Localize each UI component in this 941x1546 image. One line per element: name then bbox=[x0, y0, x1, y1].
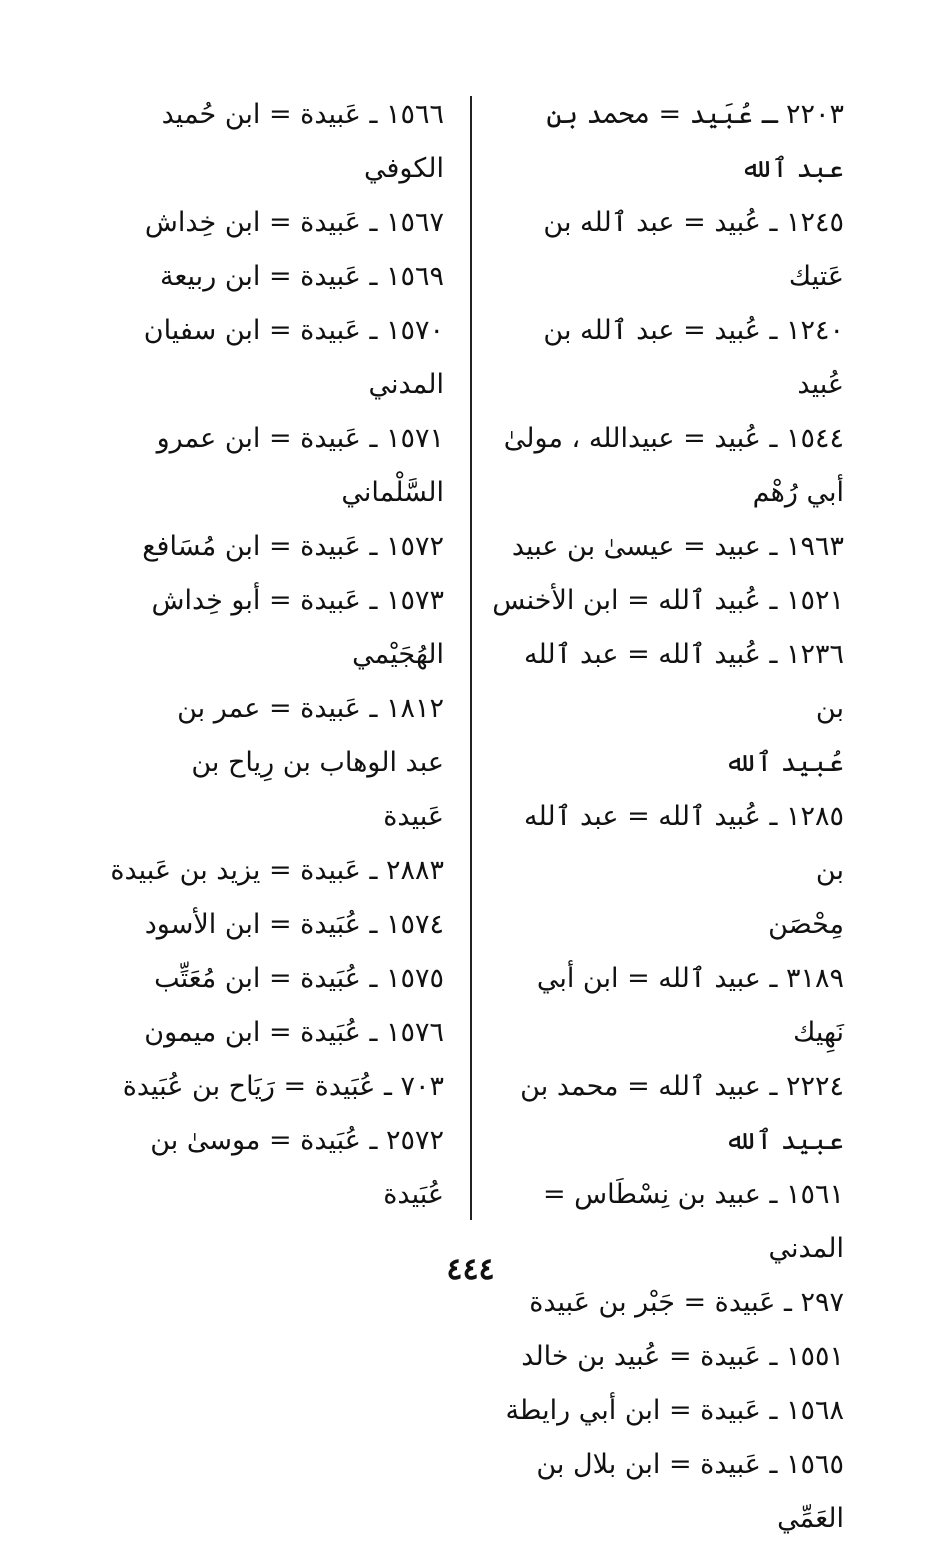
entry: ١٥٦٨ ـ عَبيدة = ابن أبي رايطة bbox=[505, 1395, 844, 1426]
entry: ١٢٤٠ ـ عُبيد = عبد ٱلله بن عُبيد bbox=[543, 315, 844, 400]
entry: ٢٢٠٣ ـ عُبَيد = محمد بن عبد ٱلله bbox=[546, 99, 844, 184]
entry: ١٥٤٤ ـ عُبيد = عبيدالله ، مولىٰ bbox=[503, 423, 844, 454]
entry: ١٩٦٣ ـ عبيد = عيسىٰ بن عبيد bbox=[511, 531, 844, 562]
page-number: ٤٤٤ bbox=[446, 1252, 495, 1287]
entry: ٢٩٧ ـ عَبيدة = جَبْر بن عَبيدة bbox=[529, 1287, 844, 1318]
entry-continuation: السَّلْماني bbox=[341, 477, 444, 508]
entry: ٢٨٨٣ ـ عَبيدة = يزيد بن عَبيدة bbox=[110, 855, 444, 886]
entry: ١٥٧٥ ـ عُبَيدة = ابن مُعَتِّب bbox=[154, 963, 444, 994]
entry: ١٥٦٦ ـ عَبيدة = ابن حُميد bbox=[161, 99, 444, 130]
entry: ٢٢٢٤ ـ عبيد ٱلله = محمد بن bbox=[520, 1071, 844, 1102]
entry: ١٥٧٦ ـ عُبَيدة = ابن ميمون bbox=[144, 1017, 444, 1048]
entry-continuation: عُبيد ٱلله bbox=[724, 747, 844, 778]
entry: ١٥٦٧ ـ عَبيدة = ابن خِداش bbox=[144, 207, 444, 238]
entry: ١٥٦٩ ـ عَبيدة = ابن ربيعة bbox=[160, 261, 444, 292]
entry: ١٥٧٠ ـ عَبيدة = ابن سفيان bbox=[143, 315, 444, 346]
entry-continuation: عبيد ٱلله bbox=[724, 1125, 844, 1156]
entry: ١٥٧٢ ـ عَبيدة = ابن مُسَافع bbox=[142, 531, 444, 562]
entry: ٢٥٧٢ ـ عُبَيدة = موسىٰ بن عُبَيدة bbox=[150, 1125, 444, 1210]
right-column bbox=[492, 88, 844, 1546]
entry: ١٥٢١ ـ عُبيد ٱلله = ابن الأخنس bbox=[492, 585, 844, 616]
entry: ١٨١٢ ـ عَبيدة = عمر بن bbox=[177, 693, 444, 724]
left-column bbox=[92, 88, 444, 1222]
entry: ١٢٨٥ ـ عُبيد ٱلله = عبد ٱلله بن bbox=[524, 801, 844, 886]
entry: ١٥٧٣ ـ عَبيدة = أبو خِداش bbox=[151, 585, 444, 616]
entry: ٧٠٣ ـ عُبَيدة = رَيَاح بن عُبَيدة bbox=[122, 1071, 444, 1102]
entry: ١٥٦١ ـ عبيد بن نِسْطَاس = bbox=[542, 1179, 844, 1210]
entry-continuation: عبد الوهاب بن رِياح بن bbox=[191, 747, 444, 778]
entry: ١٥٦٥ ـ عَبيدة = ابن بلال بن bbox=[536, 1449, 844, 1480]
entry-continuation: المدني bbox=[768, 1233, 844, 1264]
entry: ١٢٤٥ ـ عُبيد = عبد ٱلله بن عَتيك bbox=[543, 207, 844, 292]
entry: ١٥٧٤ ـ عُبَيدة = ابن الأسود bbox=[144, 909, 444, 940]
entry-continuation: المدني bbox=[368, 369, 444, 400]
entry: ٣١٨٩ ـ عبيد ٱلله = ابن أبي نَهِيك bbox=[536, 963, 844, 1048]
entry: ١٢٣٦ ـ عُبيد ٱلله = عبد ٱلله بن bbox=[524, 639, 844, 724]
entry-continuation: الكوفي bbox=[364, 153, 444, 184]
entry-continuation: عَبيدة bbox=[383, 801, 444, 832]
entry-continuation: العَمِّي bbox=[777, 1503, 844, 1534]
entry-continuation: أبي رُهْم bbox=[752, 477, 844, 508]
entry-continuation: مِحْصَن bbox=[768, 909, 844, 940]
entry-continuation: الهُجَيْمي bbox=[352, 639, 444, 670]
entry: ١٥٥١ ـ عَبيدة = عُبيد بن خالد bbox=[521, 1341, 844, 1372]
entry: ١٥٧١ ـ عَبيدة = ابن عمرو bbox=[156, 423, 444, 454]
column-divider bbox=[470, 96, 472, 1220]
